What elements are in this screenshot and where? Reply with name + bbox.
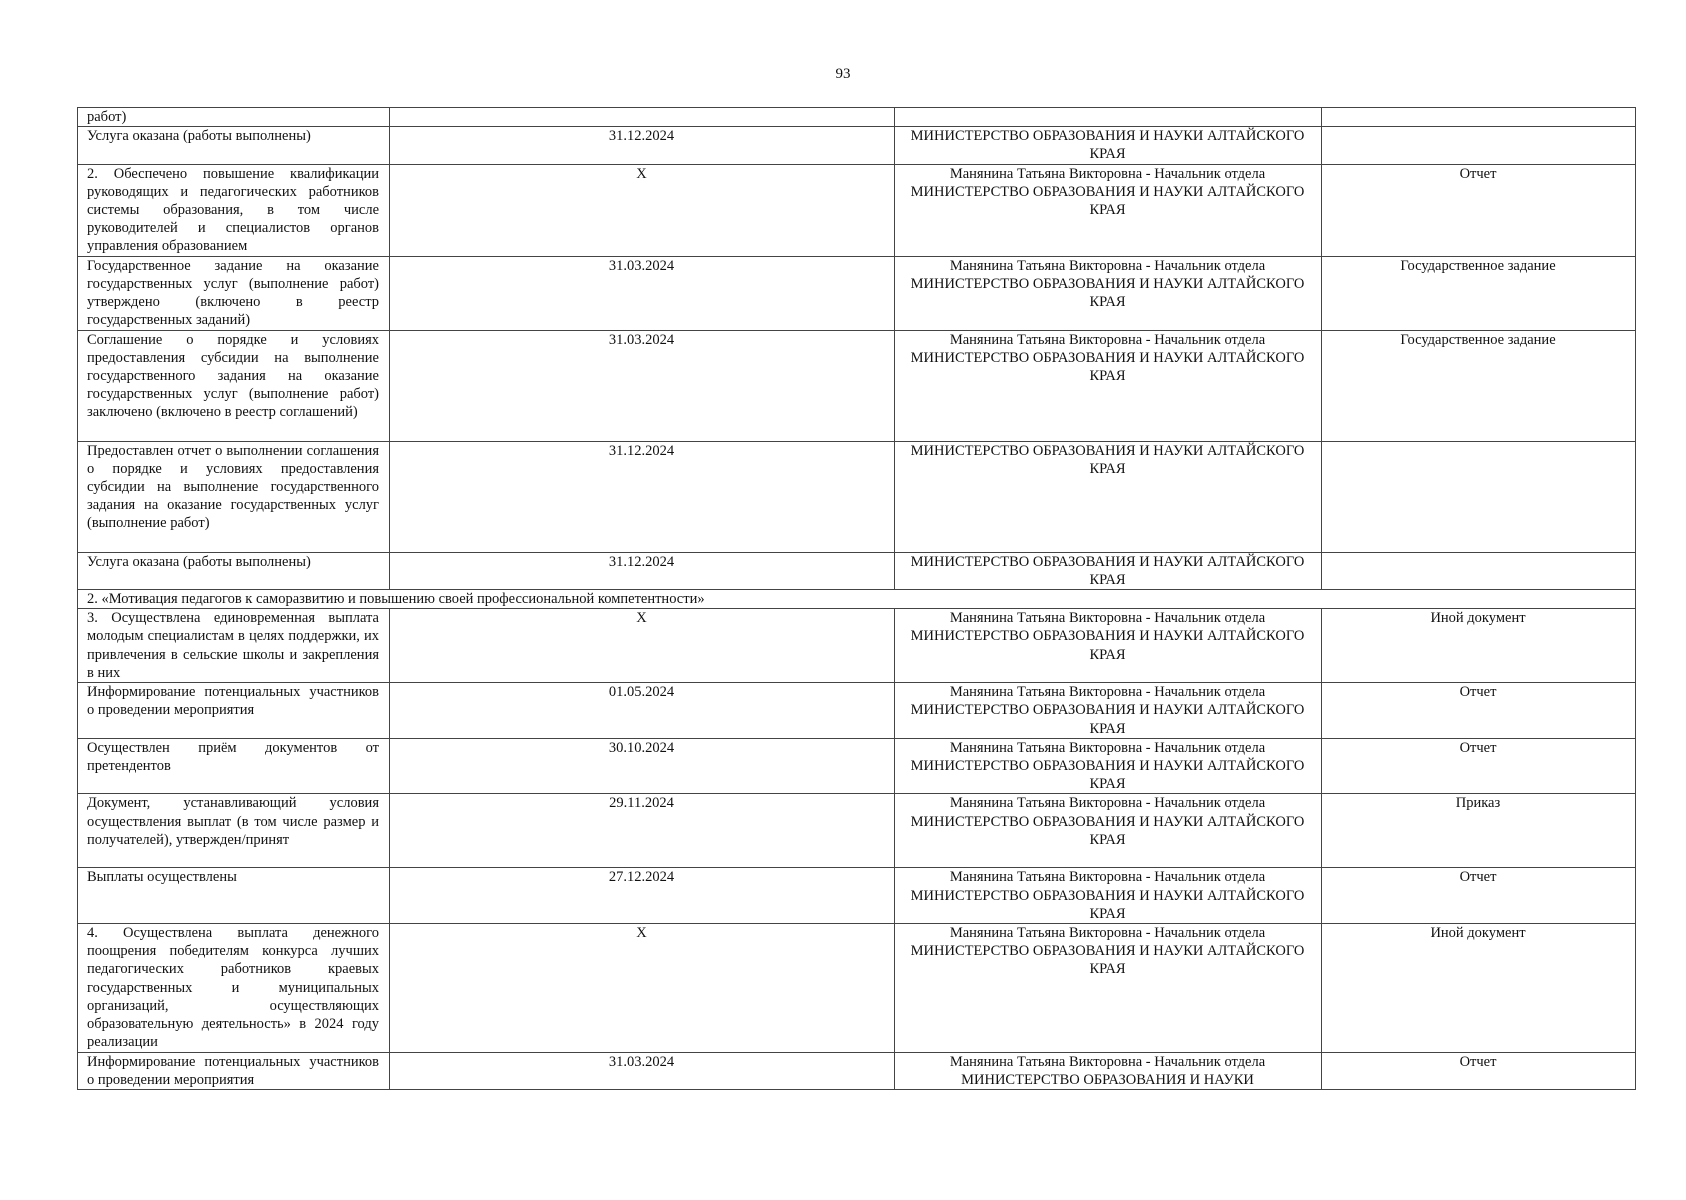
plan-table-body: [78, 108, 1636, 1090]
document-type-cell: Государственное задание: [1322, 330, 1636, 441]
result-cell: работ): [78, 108, 390, 127]
document-type-cell: Отчет: [1322, 164, 1636, 256]
date-cell: 29.11.2024: [390, 794, 895, 868]
table-row: [78, 256, 1636, 330]
document-type-cell: Государственное задание: [1322, 256, 1636, 330]
document-type-cell: Отчет: [1322, 683, 1636, 739]
table-row: [78, 330, 1636, 441]
responsible-cell: [895, 108, 1322, 127]
table-row: [78, 609, 1636, 683]
document-type-cell: [1322, 127, 1636, 164]
result-cell: 4. Осуществлена выплата денежного поощрения победителям конкурса лучших педагогических работников краевых государственных и муниципальных организаций, осуществляющих образовательную деятельность» в 2024 году реализации: [78, 924, 390, 1053]
result-cell: Услуга оказана (работы выполнены): [78, 127, 390, 164]
date-cell: [390, 108, 895, 127]
table-row: [78, 924, 1636, 1053]
page-number: 93: [835, 66, 851, 82]
responsible-cell: Манянина Татьяна Викторовна - Начальник отдела МИНИСТЕРСТВО ОБРАЗОВАНИЯ И НАУКИ АЛТАЙСКОГО КРАЯ: [895, 868, 1322, 924]
date-cell: 31.03.2024: [390, 330, 895, 441]
section-heading: 2. «Мотивация педагогов к саморазвитию и повышению своей профессиональной компетентности»: [78, 590, 1636, 609]
table-row: [78, 738, 1636, 794]
date-cell: X: [390, 164, 895, 256]
responsible-cell: Манянина Татьяна Викторовна - Начальник отдела МИНИСТЕРСТВО ОБРАЗОВАНИЯ И НАУКИ АЛТАЙСКОГО КРАЯ: [895, 164, 1322, 256]
document-type-cell: Иной документ: [1322, 609, 1636, 683]
date-cell: X: [390, 609, 895, 683]
result-cell: Осуществлен приём документов от претендентов: [78, 738, 390, 794]
responsible-cell: МИНИСТЕРСТВО ОБРАЗОВАНИЯ И НАУКИ АЛТАЙСКОГО КРАЯ: [895, 441, 1322, 552]
result-cell: Услуга оказана (работы выполнены): [78, 552, 390, 589]
result-cell: 2. Обеспечено повышение квалификации руководящих и педагогических работников системы образования, в том числе руководителей и специалистов органов управления образованием: [78, 164, 390, 256]
date-cell: 31.12.2024: [390, 552, 895, 589]
document-type-cell: [1322, 108, 1636, 127]
result-cell: Информирование потенциальных участников о проведении мероприятия: [78, 683, 390, 739]
responsible-cell: Манянина Татьяна Викторовна - Начальник отдела МИНИСТЕРСТВО ОБРАЗОВАНИЯ И НАУКИ АЛТАЙСКОГО КРАЯ: [895, 256, 1322, 330]
document-type-cell: Отчет: [1322, 868, 1636, 924]
result-cell: Государственное задание на оказание государственных услуг (выполнение работ) утверждено (включено в реестр государственных заданий): [78, 256, 390, 330]
result-cell: Документ, устанавливающий условия осуществления выплат (в том числе размер и получателей), утвержден/принят: [78, 794, 390, 868]
responsible-cell: МИНИСТЕРСТВО ОБРАЗОВАНИЯ И НАУКИ АЛТАЙСКОГО КРАЯ: [895, 127, 1322, 164]
responsible-cell: Манянина Татьяна Викторовна - Начальник отдела МИНИСТЕРСТВО ОБРАЗОВАНИЯ И НАУКИ АЛТАЙСКОГО КРАЯ: [895, 738, 1322, 794]
result-cell: 3. Осуществлена единовременная выплата молодым специалистам в целях поддержки, их привлечения в сельские школы и закрепления в них: [78, 609, 390, 683]
section-row: [78, 590, 1636, 609]
responsible-cell: Манянина Татьяна Викторовна - Начальник отдела МИНИСТЕРСТВО ОБРАЗОВАНИЯ И НАУКИ АЛТАЙСКОГО КРАЯ: [895, 609, 1322, 683]
document-type-cell: [1322, 552, 1636, 589]
date-cell: X: [390, 924, 895, 1053]
result-cell: Предоставлен отчет о выполнении соглашения о порядке и условиях предоставления субсидии на выполнение государственного задания на оказание государственных услуг (выполнение работ): [78, 441, 390, 552]
plan-table: [77, 107, 1636, 1090]
date-cell: 27.12.2024: [390, 868, 895, 924]
result-cell: Информирование потенциальных участников о проведении мероприятия: [78, 1053, 390, 1090]
responsible-cell: Манянина Татьяна Викторовна - Начальник отдела МИНИСТЕРСТВО ОБРАЗОВАНИЯ И НАУКИ АЛТАЙСКОГО КРАЯ: [895, 330, 1322, 441]
date-cell: 31.03.2024: [390, 1053, 895, 1090]
table-row: [78, 794, 1636, 868]
date-cell: 31.12.2024: [390, 127, 895, 164]
table-row: [78, 683, 1636, 739]
table-row: [78, 127, 1636, 164]
document-type-cell: [1322, 441, 1636, 552]
responsible-cell: Манянина Татьяна Викторовна - Начальник отдела МИНИСТЕРСТВО ОБРАЗОВАНИЯ И НАУКИ АЛТАЙСКОГО КРАЯ: [895, 924, 1322, 1053]
responsible-cell: Манянина Татьяна Викторовна - Начальник отдела МИНИСТЕРСТВО ОБРАЗОВАНИЯ И НАУКИ АЛТАЙСКОГО КРАЯ: [895, 683, 1322, 739]
document-type-cell: Иной документ: [1322, 924, 1636, 1053]
responsible-cell: Манянина Татьяна Викторовна - Начальник отдела МИНИСТЕРСТВО ОБРАЗОВАНИЯ И НАУКИ: [895, 1053, 1322, 1090]
responsible-cell: МИНИСТЕРСТВО ОБРАЗОВАНИЯ И НАУКИ АЛТАЙСКОГО КРАЯ: [895, 552, 1322, 589]
table-row: [78, 552, 1636, 589]
document-type-cell: Отчет: [1322, 738, 1636, 794]
result-cell: Выплаты осуществлены: [78, 868, 390, 924]
table-row: [78, 868, 1636, 924]
result-cell: Соглашение о порядке и условиях предоставления субсидии на выполнение государственного задания на оказание государственных услуг (выполнение работ) заключено (включено в реестр соглашений): [78, 330, 390, 441]
responsible-cell: Манянина Татьяна Викторовна - Начальник отдела МИНИСТЕРСТВО ОБРАЗОВАНИЯ И НАУКИ АЛТАЙСКОГО КРАЯ: [895, 794, 1322, 868]
date-cell: 31.12.2024: [390, 441, 895, 552]
date-cell: 31.03.2024: [390, 256, 895, 330]
table-row: [78, 1053, 1636, 1090]
date-cell: 01.05.2024: [390, 683, 895, 739]
table-row: [78, 164, 1636, 256]
document-type-cell: Отчет: [1322, 1053, 1636, 1090]
table-row: [78, 108, 1636, 127]
date-cell: 30.10.2024: [390, 738, 895, 794]
document-type-cell: Приказ: [1322, 794, 1636, 868]
table-row: [78, 441, 1636, 552]
